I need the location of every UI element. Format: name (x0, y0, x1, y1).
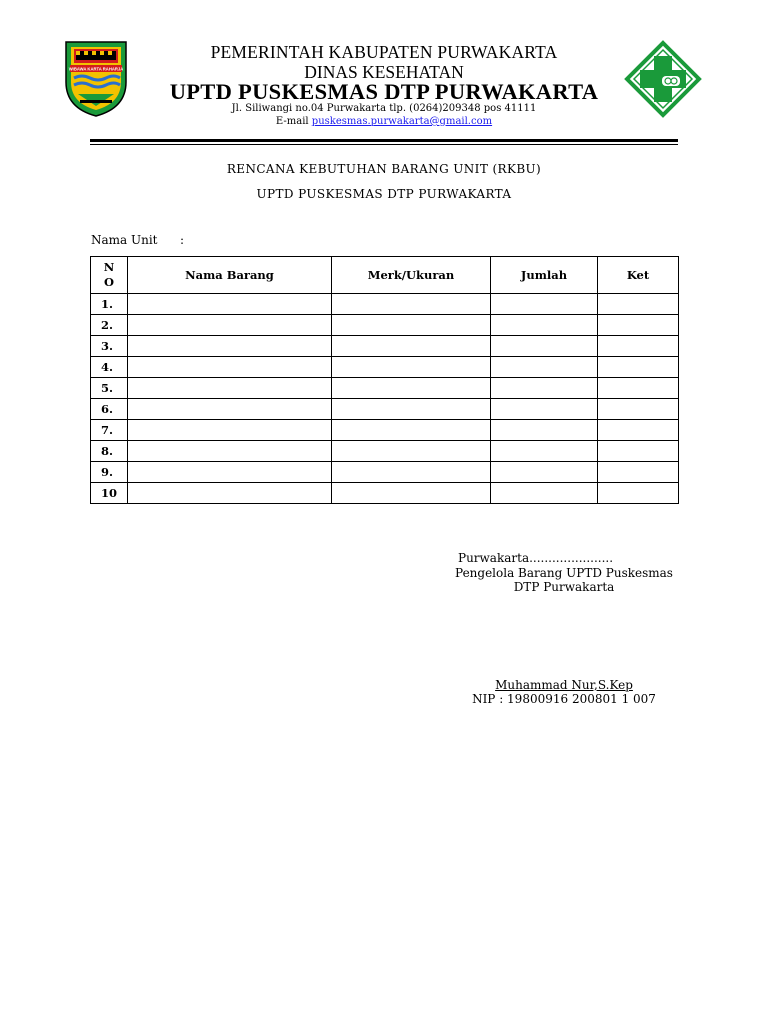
cell-jumlah[interactable] (491, 441, 598, 462)
col-header-no (91, 257, 128, 294)
cell-jumlah[interactable] (491, 378, 598, 399)
emblem-motto: WIBAWA KARTA RAHARJA (68, 66, 124, 72)
cell-nama-barang[interactable] (128, 378, 332, 399)
cell-jumlah[interactable] (491, 462, 598, 483)
table-row (91, 420, 679, 441)
row-number: 3. (91, 336, 128, 357)
table-row (91, 441, 679, 462)
row-number: 4. (91, 357, 128, 378)
col-header-ket: Ket (598, 257, 679, 294)
table-row (91, 315, 679, 336)
items-table (90, 256, 679, 504)
signature-unit: DTP Purwakarta (513, 580, 615, 594)
cell-merk-ukuran[interactable] (332, 399, 491, 420)
email-link[interactable]: puskesmas.purwakarta@gmail.com (311, 116, 493, 127)
col-header-no-line1: N (103, 260, 115, 274)
document-subtitle: UPTD PUSKESMAS DTP PURWAKARTA (256, 187, 512, 201)
table-row (91, 483, 679, 504)
row-number: 8. (91, 441, 128, 462)
cell-ket[interactable] (598, 399, 679, 420)
cell-nama-barang[interactable] (128, 441, 332, 462)
cell-nama-barang[interactable] (128, 357, 332, 378)
unit-name-colon: : (180, 233, 185, 247)
cell-ket[interactable] (598, 357, 679, 378)
cell-nama-barang[interactable] (128, 336, 332, 357)
row-number: 5. (91, 378, 128, 399)
signature-role: Pengelola Barang UPTD Puskesmas (455, 566, 673, 580)
header-divider-thin (90, 144, 678, 145)
cell-jumlah[interactable] (491, 294, 598, 315)
table-header-row (91, 257, 679, 294)
row-number: 1. (91, 294, 128, 315)
cell-nama-barang[interactable] (128, 483, 332, 504)
cell-merk-ukuran[interactable] (332, 336, 491, 357)
signature-nip: NIP : 19800916 200801 1 007 (472, 692, 656, 706)
cell-nama-barang[interactable] (128, 315, 332, 336)
col-header-jumlah: Jumlah (491, 257, 598, 294)
unit-name-label: Nama Unit (91, 233, 158, 247)
signature-place-date: Purwakarta...................... (458, 551, 614, 565)
row-number: 2. (91, 315, 128, 336)
cell-jumlah[interactable] (491, 420, 598, 441)
row-number: 10 (91, 483, 128, 504)
table-row (91, 462, 679, 483)
header-email-line (130, 116, 638, 127)
email-label: E-mail (275, 116, 309, 127)
cell-nama-barang[interactable] (128, 399, 332, 420)
cell-ket[interactable] (598, 441, 679, 462)
cell-nama-barang[interactable] (128, 294, 332, 315)
header-address: Jl. Siliwangi no.04 Purwakarta tlp. (0264)209348 pos 41111 (231, 103, 537, 114)
cell-ket[interactable] (598, 420, 679, 441)
col-header-merk-ukuran: Merk/Ukuran (332, 257, 491, 294)
header-institution: UPTD PUSKESMAS DTP PURWAKARTA (169, 79, 599, 104)
table-row (91, 357, 679, 378)
regency-emblem-icon (62, 38, 130, 118)
document-title: RENCANA KEBUTUHAN BARANG UNIT (RKBU) (226, 162, 542, 176)
cell-merk-ukuran[interactable] (332, 483, 491, 504)
header-government: PEMERINTAH KABUPATEN PURWAKARTA (210, 42, 558, 62)
cell-nama-barang[interactable] (128, 462, 332, 483)
row-number: 7. (91, 420, 128, 441)
cell-ket[interactable] (598, 378, 679, 399)
cell-nama-barang[interactable] (128, 420, 332, 441)
header-department: DINAS KESEHATAN (304, 62, 464, 82)
cell-merk-ukuran[interactable] (332, 462, 491, 483)
col-header-no-line2: O (103, 275, 115, 289)
cell-merk-ukuran[interactable] (332, 294, 491, 315)
row-number: 9. (91, 462, 128, 483)
cell-merk-ukuran[interactable] (332, 378, 491, 399)
table-row (91, 294, 679, 315)
cell-ket[interactable] (598, 336, 679, 357)
row-number: 6. (91, 399, 128, 420)
cell-merk-ukuran[interactable] (332, 315, 491, 336)
cell-merk-ukuran[interactable] (332, 357, 491, 378)
table-row (91, 399, 679, 420)
cell-ket[interactable] (598, 315, 679, 336)
cell-jumlah[interactable] (491, 483, 598, 504)
cell-jumlah[interactable] (491, 399, 598, 420)
cell-ket[interactable] (598, 462, 679, 483)
cell-jumlah[interactable] (491, 357, 598, 378)
header-divider-thick (90, 139, 678, 142)
cell-ket[interactable] (598, 294, 679, 315)
cell-jumlah[interactable] (491, 315, 598, 336)
cell-merk-ukuran[interactable] (332, 441, 491, 462)
table-row (91, 336, 679, 357)
cell-jumlah[interactable] (491, 336, 598, 357)
cell-merk-ukuran[interactable] (332, 420, 491, 441)
signatory-name: Muhammad Nur,S.Kep (495, 678, 633, 692)
cell-ket[interactable] (598, 483, 679, 504)
col-header-nama-barang: Nama Barang (128, 257, 332, 294)
signature-name (420, 678, 708, 692)
table-row (91, 378, 679, 399)
